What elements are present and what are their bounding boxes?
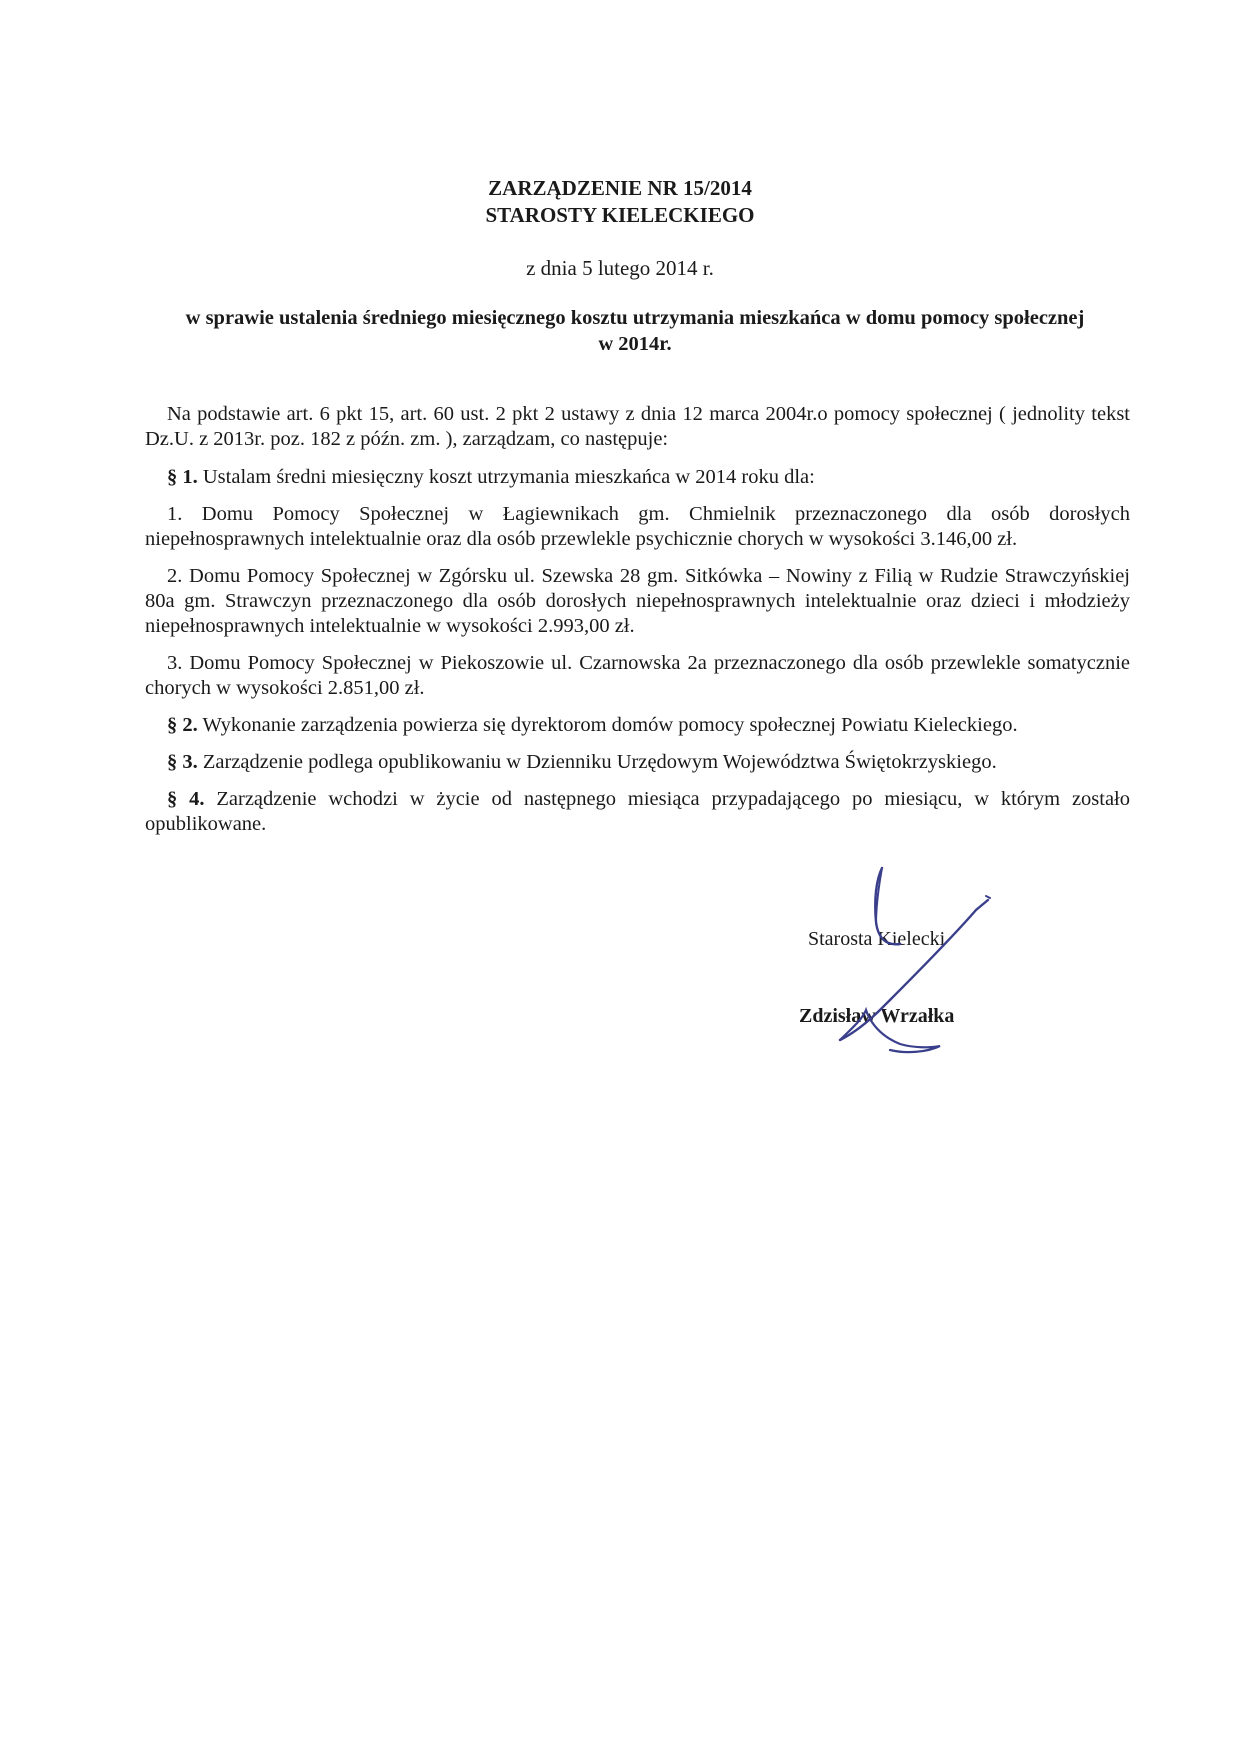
section-2 bbox=[145, 713, 1130, 738]
subject-line2: w 2014r. bbox=[598, 333, 672, 355]
signatory-title: Starosta Kielecki bbox=[808, 928, 946, 950]
preamble-paragraph: Na podstawie art. 6 pkt 15, art. 60 ust. 2 pkt 2 ustawy z dnia 12 marca 2004r.o pomocy społecznej ( jednolity tekst Dz.U. z 2013r. poz. 182 z późn. zm. ), zarządzam, co następuje: bbox=[145, 403, 1130, 450]
document-title-line1: ZARZĄDZENIE NR 15/2014 bbox=[488, 176, 752, 200]
section-4 bbox=[145, 787, 1130, 837]
signatory-name: Zdzisław Wrzałka bbox=[799, 1005, 955, 1027]
document-title-line2: STAROSTY KIELECKIEGO bbox=[485, 203, 755, 227]
section-2-symbol: § 2. bbox=[167, 714, 198, 736]
document-date: z dnia 5 lutego 2014 r. bbox=[526, 256, 714, 280]
list-item-2: 2. Domu Pomocy Społecznej w Zgórsku ul. Szewska 28 gm. Sitkówka – Nowiny z Filią w Rudzie Strawczyńskiej 80a gm. Strawczyn przeznaczonego dla osób dorosłych niepełnosprawnych intelektualnie oraz dzieci i młodzieży niepełnosprawnych intelektualnie w wysokości 2.993,00 zł. bbox=[145, 565, 1130, 637]
section-4-symbol: § 4. bbox=[167, 788, 205, 810]
section-1 bbox=[145, 465, 1130, 490]
section-1-text: Ustalam średni miesięczny koszt utrzymania mieszkańca w 2014 roku dla: bbox=[202, 466, 815, 488]
section-3-text: Zarządzenie podlega opublikowaniu w Dzienniku Urzędowym Województwa Świętokrzyskiego. bbox=[202, 751, 997, 773]
subject-line1: w sprawie ustalenia średniego miesięcznego kosztu utrzymania mieszkańca w domu pomocy społecznej bbox=[185, 307, 1085, 329]
handwritten-signature bbox=[790, 860, 1010, 1060]
section-1-symbol: § 1. bbox=[167, 466, 198, 488]
section-3-symbol: § 3. bbox=[167, 751, 198, 773]
section-2-text: Wykonanie zarządzenia powierza się dyrektorom domów pomocy społecznej Powiatu Kieleckiego. bbox=[202, 714, 1018, 736]
section-4-text: Zarządzenie wchodzi w życie od następnego miesiąca przypadającego po miesiącu, w którym zostało opublikowane. bbox=[145, 788, 1131, 835]
section-3 bbox=[145, 750, 1130, 775]
list-item-1: 1. Domu Pomocy Społecznej w Łagiewnikach gm. Chmielnik przeznaczonego dla osób dorosłych niepełnosprawnych intelektualnie oraz dla osób przewlekle psychicznie chorych w wysokości 3.146,00 zł. bbox=[145, 503, 1130, 550]
list-item-3: 3. Domu Pomocy Społecznej w Piekoszowie ul. Czarnowska 2a przeznaczonego dla osób przewlekle somatycznie chorych w wysokości 2.851,00 zł. bbox=[145, 652, 1130, 699]
document-subject bbox=[140, 305, 1130, 357]
